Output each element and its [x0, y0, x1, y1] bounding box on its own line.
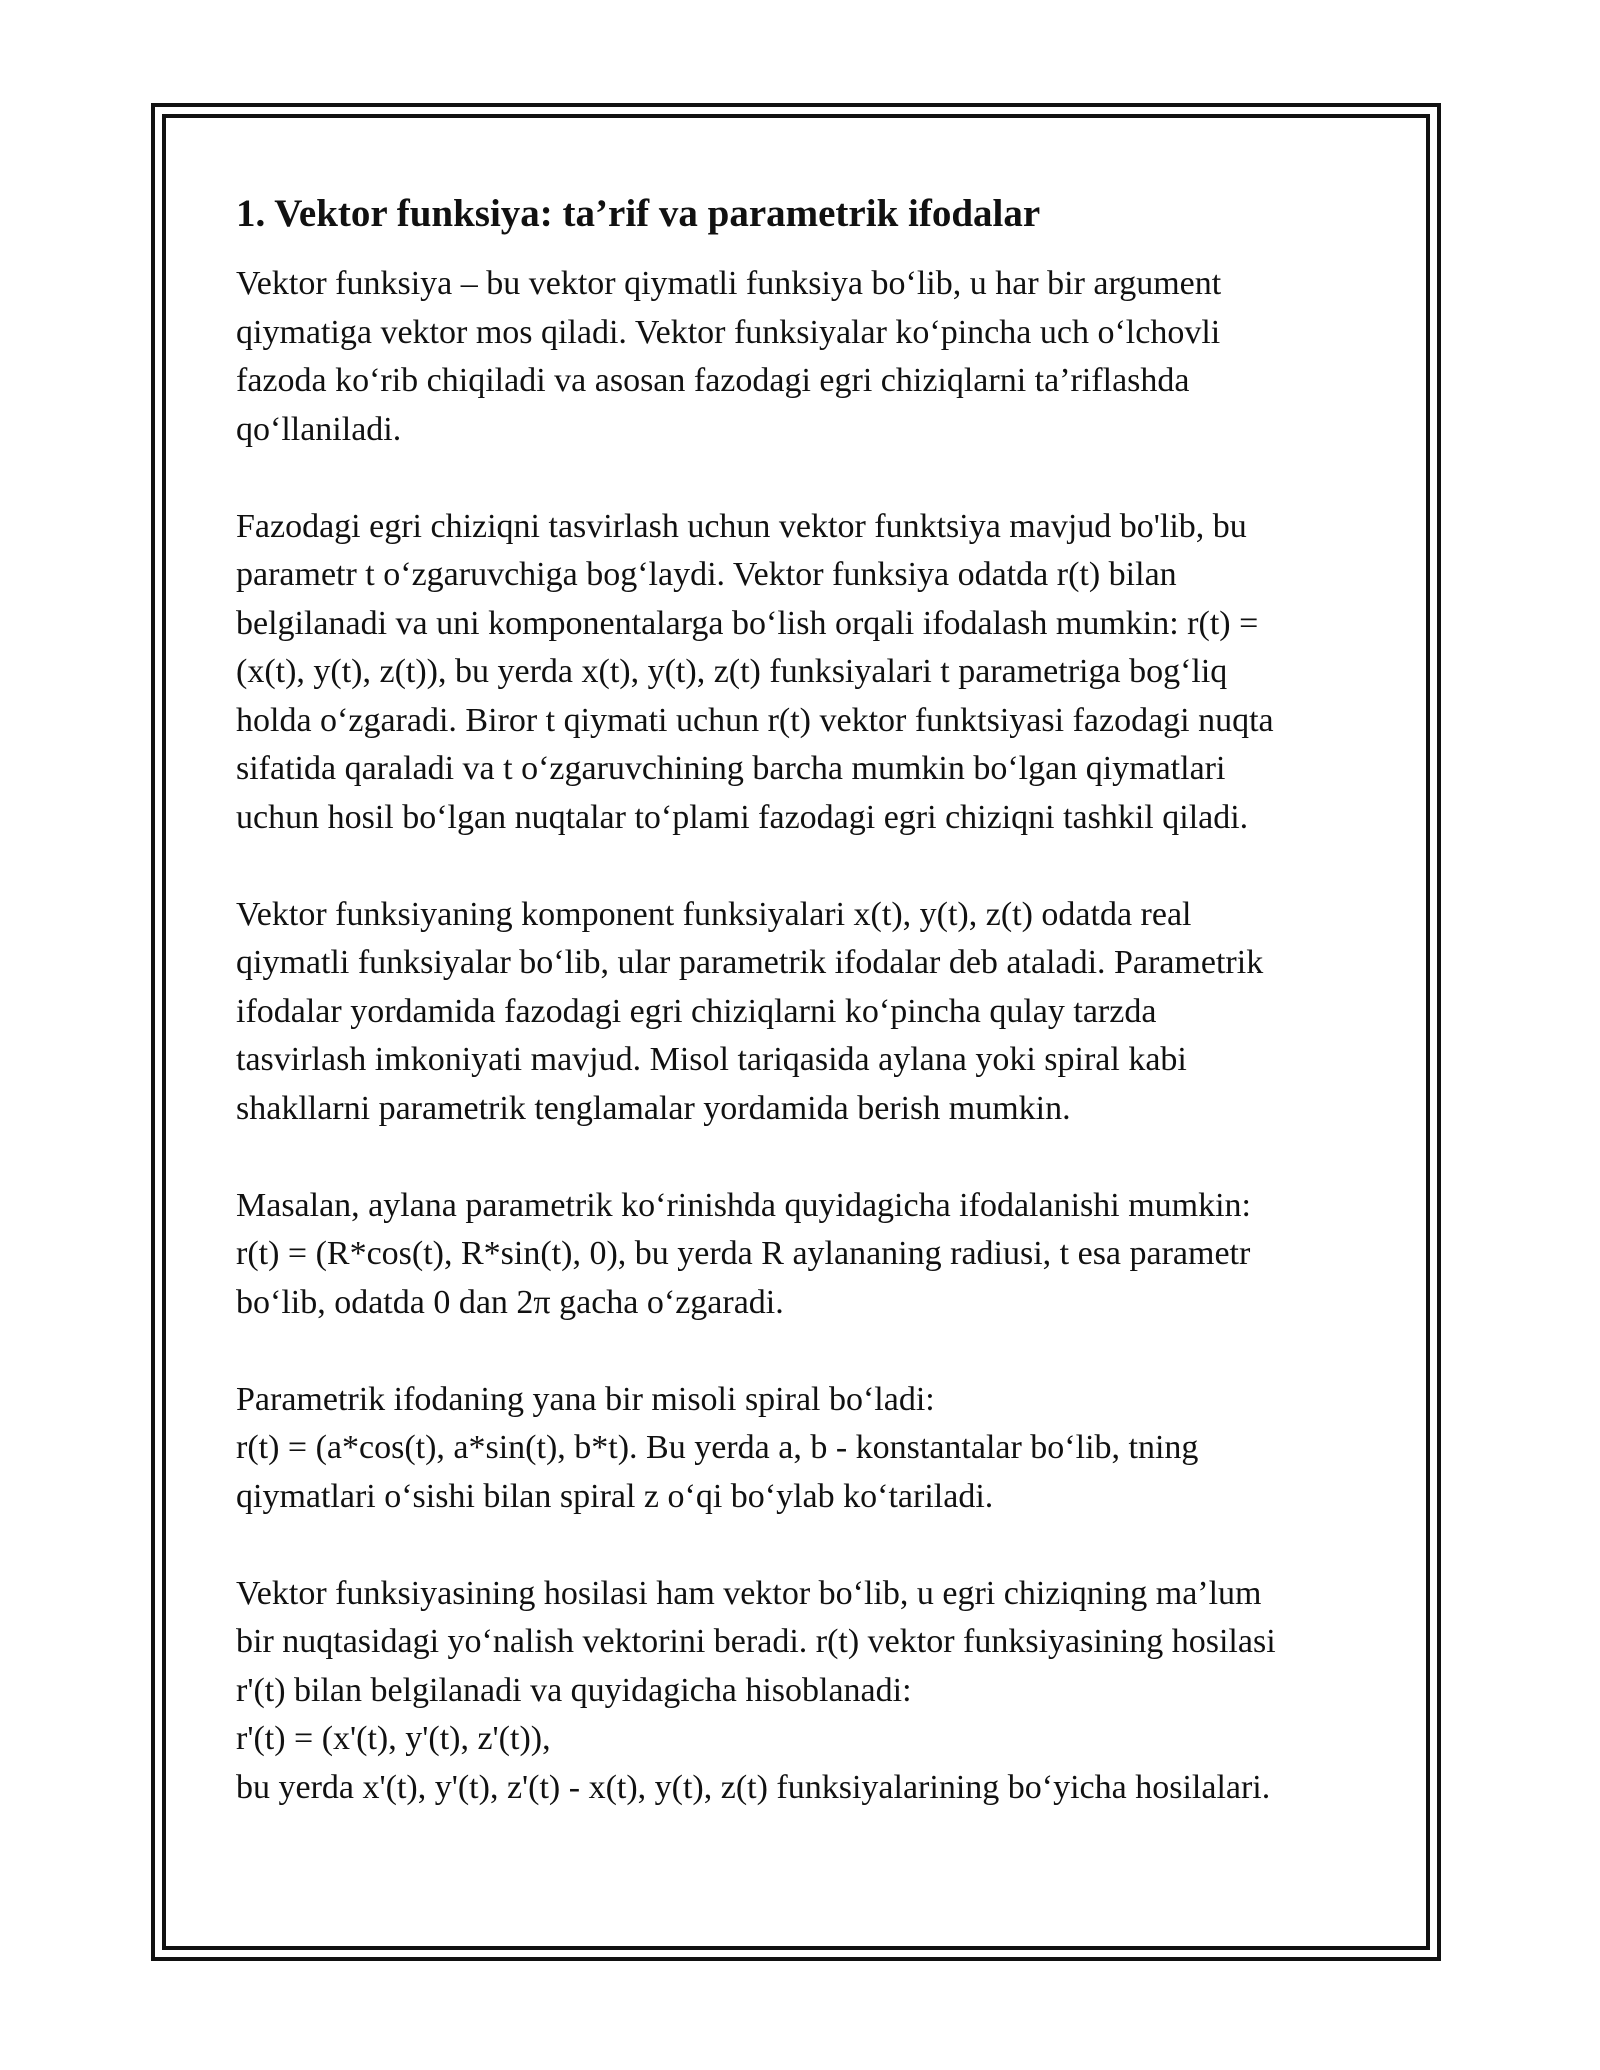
- section-heading: 1. Vektor funksiya: ta’rif va parametrik ifodalar: [236, 192, 1041, 235]
- paragraph-line: shakllarni parametrik tenglamalar yordamida berish mumkin.: [236, 1089, 1071, 1127]
- paragraph-line: fazoda ko‘rib chiqiladi va asosan fazodagi egri chiziqlarni ta’riflashda: [236, 362, 1190, 399]
- paragraph-line: belgilanadi va uni komponentalarga bo‘lish orqali ifodalash mumkin: r(t) =: [236, 604, 1259, 642]
- paragraph-line: ifodalar yordamida fazodagi egri chiziqlarni ko‘pincha qulay tarzda: [236, 992, 1157, 1030]
- paragraph: [236, 1376, 1366, 1522]
- paragraph-line: sifatida qaraladi va t o‘zgaruvchining barcha mumkin bo‘lgan qiymatlari: [236, 750, 1226, 787]
- paragraph-line: holda o‘zgaradi. Biror t qiymati uchun r(t) vektor funktsiyasi fazodagi nuqta: [236, 701, 1274, 739]
- paragraph-line: tasvirlash imkoniyati mavjud. Misol tariqasida aylana yoki spiral kabi: [236, 1041, 1187, 1078]
- paragraph-line: uchun hosil bo‘lgan nuqtalar to‘plami fazodagi egri chiziqni tashkil qiladi.: [236, 798, 1249, 836]
- paragraph-line: r'(t) = (x'(t), y'(t), z'(t)),: [236, 1720, 551, 1757]
- paragraph-line: bo‘lib, odatda 0 dan 2π gacha o‘zgaradi.: [236, 1283, 784, 1321]
- paragraph-line: bu yerda x'(t), y'(t), z'(t) - x(t), y(t), z(t) funksiyalarining bo‘yicha hosilalari.: [236, 1768, 1271, 1806]
- paragraph-line: (x(t), y(t), z(t)), bu yerda x(t), y(t), z(t) funksiyalari t parametriga bog‘liq: [236, 653, 1228, 690]
- paragraph-line: Masalan, aylana parametrik ko‘rinishda quyidagicha ifodalanishi mumkin:: [236, 1186, 1251, 1224]
- paragraph: [236, 503, 1366, 843]
- paragraph-line: r(t) = (a*cos(t), a*sin(t), b*t). Bu yerda a, b - konstantalar bo‘lib, tning: [236, 1429, 1199, 1466]
- paragraph: [236, 1570, 1366, 1813]
- paragraph: [236, 1182, 1366, 1328]
- paragraphs-container: [236, 260, 1366, 1812]
- paragraph-line: Vektor funksiya – bu vektor qiymatli funksiya bo‘lib, u har bir argument: [236, 265, 1222, 302]
- paragraph-line: qo‘llaniladi.: [236, 410, 402, 448]
- paragraph-line: r'(t) bilan belgilanadi va quyidagicha hisoblanadi:: [236, 1671, 912, 1709]
- document-content: [236, 188, 1366, 1861]
- paragraph-line: Vektor funksiyasining hosilasi ham vektor bo‘lib, u egri chiziqning ma’lum: [236, 1574, 1262, 1612]
- paragraph-line: qiymatiga vektor mos qiladi. Vektor funksiyalar ko‘pincha uch o‘lchovli: [236, 313, 1221, 351]
- paragraph-line: qiymatlari o‘sishi bilan spiral z o‘qi bo‘ylab ko‘tariladi.: [236, 1477, 994, 1515]
- paragraph-line: bir nuqtasidagi yo‘nalish vektorini beradi. r(t) vektor funksiyasining hosilasi: [236, 1623, 1276, 1660]
- paragraph-line: Parametrik ifodaning yana bir misoli spiral bo‘ladi:: [236, 1380, 935, 1418]
- paragraph-line: Fazodagi egri chiziqni tasvirlash uchun vektor funktsiya mavjud bo'lib, bu: [236, 507, 1247, 545]
- paragraph: [236, 260, 1366, 454]
- paragraph-line: qiymatli funksiyalar bo‘lib, ular parametrik ifodalar deb ataladi. Parametrik: [236, 944, 1264, 981]
- paragraph-line: r(t) = (R*cos(t), R*sin(t), 0), bu yerda R aylananing radiusi, t esa parametr: [236, 1235, 1251, 1272]
- paragraph-line: Vektor funksiyaning komponent funksiyalari x(t), y(t), z(t) odatda real: [236, 895, 1192, 933]
- paragraph-line: parametr t o‘zgaruvchiga bog‘laydi. Vektor funksiya odatda r(t) bilan: [236, 556, 1177, 593]
- paragraph: [236, 891, 1366, 1134]
